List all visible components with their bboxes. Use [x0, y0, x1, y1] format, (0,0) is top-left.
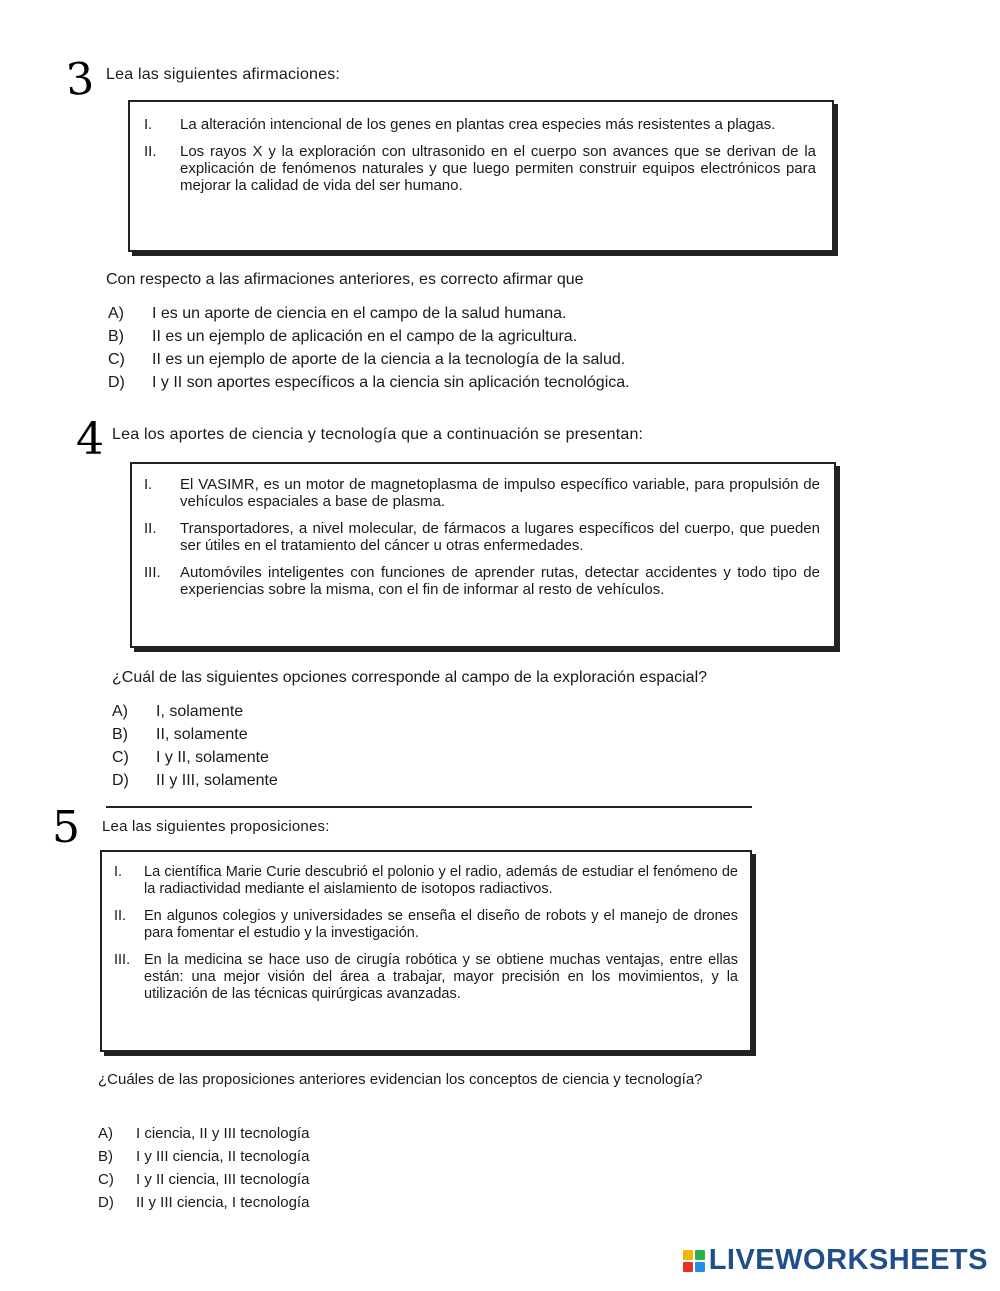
q4-question: ¿Cuál de las siguientes opciones corresponde al campo de la exploración espacial? [112, 669, 708, 686]
q4-option-b-text: II, solamente [156, 725, 248, 743]
q3-option-c-letter: C) [108, 350, 125, 368]
q4-option-d[interactable] [112, 769, 278, 792]
q4-option-d-letter: D) [112, 771, 129, 789]
q5-option-a-letter: A) [98, 1125, 113, 1142]
q3-statement-1-text: La alteración intencional de los genes en plantas crea especies más resistentes a plagas. [180, 116, 776, 133]
q5-option-a-text: I ciencia, II y III tecnología [136, 1125, 310, 1142]
q3-options [108, 302, 630, 394]
q5-option-b-text: I y III ciencia, II tecnología [136, 1148, 310, 1165]
q5-options [98, 1122, 309, 1214]
q4-statement-3 [144, 564, 820, 598]
q3-option-a[interactable] [108, 302, 630, 325]
q5-option-d-letter: D) [98, 1194, 114, 1211]
liveworksheets-logo-icon [683, 1250, 705, 1272]
q4-option-b[interactable] [112, 723, 278, 746]
q5-question: ¿Cuáles de las proposiciones anteriores evidencian los conceptos de ciencia y tecnología? [98, 1071, 703, 1088]
q5-option-d[interactable] [98, 1191, 309, 1214]
q3-option-b[interactable] [108, 325, 630, 348]
q4-statement-2-text: Transportadores, a nivel molecular, de fármacos a lugares específicos del cuerpo, que pueden ser útiles en el tratamiento del cáncer u otras enfermedades. [180, 520, 820, 554]
q4-option-c[interactable] [112, 746, 278, 769]
q3-statement-2 [144, 143, 816, 194]
q4-statement-1-number: I. [144, 476, 153, 493]
q4-statements-box [130, 462, 836, 648]
liveworksheets-logo-text: LIVEWORKSHEETS [708, 1244, 988, 1276]
q3-option-a-letter: A) [108, 304, 124, 322]
q4-prompt: Lea los aportes de ciencia y tecnología que a continuación se presentan: [112, 426, 644, 443]
q5-statement-2 [114, 908, 738, 942]
q3-option-b-text: II es un ejemplo de aplicación en el campo de la agricultura. [152, 327, 578, 345]
q4-option-a-letter: A) [112, 702, 128, 720]
q3-option-c-text: II es un ejemplo de aporte de la ciencia a la tecnología de la salud. [152, 350, 626, 368]
q4-statement-1 [144, 476, 820, 510]
q4-statement-2 [144, 520, 820, 554]
q5-statement-3 [114, 952, 738, 1003]
q5-statement-2-number: II. [114, 908, 127, 924]
q5-statements-box [100, 850, 752, 1052]
liveworksheets-logo[interactable] [683, 1244, 988, 1277]
q3-statements-box [128, 100, 834, 252]
q5-option-c-letter: C) [98, 1171, 114, 1188]
q4-option-d-text: II y III, solamente [156, 771, 278, 789]
q3-option-c[interactable] [108, 348, 630, 371]
q5-statement-1-number: I. [114, 864, 123, 880]
q4-statement-2-number: II. [144, 520, 157, 537]
q4-statement-1-text: El VASIMR, es un motor de magnetoplasma de impulso específico variable, para propulsión de vehículos espaciales a base de plasma. [180, 476, 820, 510]
q3-option-b-letter: B) [108, 327, 124, 345]
q4-options [112, 700, 278, 792]
q4-option-c-letter: C) [112, 748, 129, 766]
logo-square-3 [683, 1262, 693, 1272]
logo-square-1 [683, 1250, 693, 1260]
q5-statement-1-text: La científica Marie Curie descubrió el polonio y el radio, además de estudiar el fenómeno de la radiactividad mediante el aislamiento de isotopos radiactivos. [144, 864, 738, 897]
q3-prompt: Lea las siguientes afirmaciones: [106, 66, 341, 83]
q4-statement-3-text: Automóviles inteligentes con funciones de aprender rutas, detectar accidentes y todo tipo de experiencias sobre la misma, con el fin de informar al resto de vehículos. [180, 564, 820, 598]
logo-square-4 [695, 1262, 705, 1272]
q5-option-a[interactable] [98, 1122, 309, 1145]
q5-statement-1 [114, 864, 738, 898]
q3-statement-2-number: II. [144, 143, 157, 160]
q5-option-d-text: II y III ciencia, I tecnología [136, 1194, 310, 1211]
q4-option-b-letter: B) [112, 725, 128, 743]
q5-prompt: Lea las siguientes proposiciones: [102, 818, 330, 835]
q3-option-d[interactable] [108, 371, 630, 394]
q3-option-d-letter: D) [108, 373, 125, 391]
q5-option-c-text: I y II ciencia, III tecnología [136, 1171, 310, 1188]
q4-option-a[interactable] [112, 700, 278, 723]
q5-statement-3-text: En la medicina se hace uso de cirugía robótica y se obtiene muchas ventajas, entre ellas están: una mejor visión del área a trabajar, mayor precisión en los movimientos, y la utilización de las técnicas quirúrgicas avanzadas. [144, 952, 738, 1002]
q3-statement-2-text: Los rayos X y la exploración con ultrasonido en el cuerpo son avances que se derivan de la explicación de fenómenos naturales y que luego permiten construir equipos electrónicos para mejorar la calidad de vida del ser humano. [180, 143, 816, 194]
q3-statement-1-number: I. [144, 116, 153, 133]
q5-statement-3-number: III. [114, 952, 131, 968]
q3-statement-1 [144, 116, 816, 133]
q4-option-c-text: I y II, solamente [156, 748, 269, 766]
q5-statement-2-text: En algunos colegios y universidades se enseña el diseño de robots y el manejo de drones para fomentar el estudio y la investigación. [144, 908, 738, 941]
q4-statement-3-number: III. [144, 564, 161, 581]
q3-question: Con respecto a las afirmaciones anteriores, es correcto afirmar que [106, 271, 584, 288]
section-divider [106, 806, 752, 808]
handwritten-question-number-5: 5 [52, 802, 80, 853]
q3-option-d-text: I y II son aportes específicos a la ciencia sin aplicación tecnológica. [152, 373, 630, 391]
handwritten-question-number-4: 4 [76, 414, 104, 465]
q4-option-a-text: I, solamente [156, 702, 244, 720]
handwritten-question-number-3: 3 [64, 53, 96, 106]
q5-option-b-letter: B) [98, 1148, 113, 1165]
logo-square-2 [695, 1250, 705, 1260]
q3-option-a-text: I es un aporte de ciencia en el campo de la salud humana. [152, 304, 567, 322]
q5-option-c[interactable] [98, 1168, 309, 1191]
q5-option-b[interactable] [98, 1145, 309, 1168]
